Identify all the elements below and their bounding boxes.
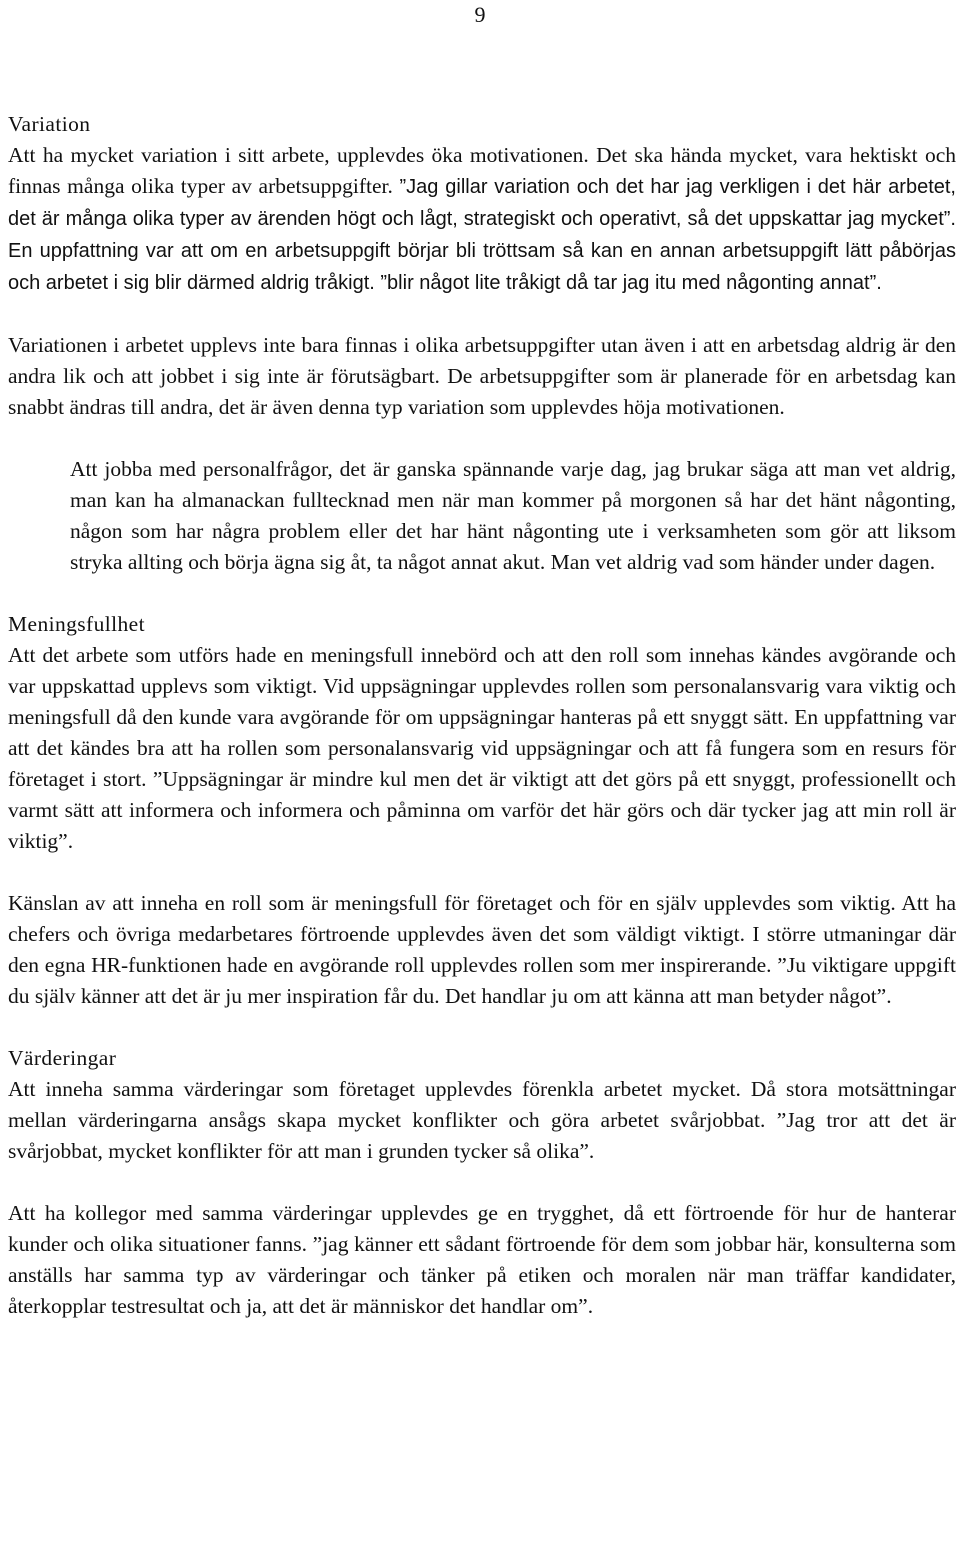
paragraph-meaningfulness-2: Känslan av att inneha en roll som är meningsfull för företaget och för en själv upplevdes som viktig. Att ha chefers och övriga medarbetares förtroende upplevdes även det som väldigt viktigt. I större utmaningar där den egna HR-funktionen hade en avgörande roll upplevdes rollen som mer inspirerande. ”Ju viktigare uppgift du själv känner att det är ju mer inspiration får du. Det handlar ju om att känna att man betyder något”. [8, 891, 956, 1008]
paragraph-variation-1 [8, 140, 956, 299]
paragraph-values-1: Att inneha samma värderingar som företaget upplevdes förenkla arbetet mycket. Då stora motsättningar mellan värderingarna ansågs skapa mycket konflikter och göra arbetet svårjobbat. ”Jag tror att det är svårjobbat, mycket konflikter för att man i grunden tycker så olika”. [8, 1077, 956, 1163]
section-heading-values: Värderingar [8, 1046, 117, 1070]
paragraph-meaningfulness-1: Att det arbete som utförs hade en meningsfull innebörd och att den roll som innehas kändes avgörande och var uppskattad upplevs som viktigt. Vid uppsägningar upplevdes rollen som personalansvarig vara viktig och meningsfull då den kunde vara avgörande för om uppsägningar hanteras på ett snyggt sätt. En uppfattning var att det kändes bra att ha rollen som personalansvarig vid uppsägningar och att få fungera som en resurs för företaget i stort. ”Uppsägningar är mindre kul men det är viktigt att det görs på ett snyggt, professionellt och varmt sätt att informera och informera och påminna om varför det här görs och där tycker jag att min roll är viktig”. [8, 643, 956, 853]
paragraph-values-2: Att ha kollegor med samma värderingar upplevdes ge en trygghet, då ett förtroende för hur de hanterar kunder och olika situationer fanns. ”jag känner ett sådant förtroende för dem som jobbar här, konsulterna som anställs har samma typ av värderingar och tänker på etiken och moralen när man träffar kandidater, återkopplar testresultat och ja, att det är människor det handlar om”. [8, 1201, 956, 1318]
paragraph-variation-1-quote-text: ”Jag gillar variation och det har jag verkligen i det här arbetet, det är många olika typer av ärenden högt och lågt, strategiskt och operativt, så det uppskattar jag mycket”. En uppfattning var att om en arbetsuppgift börjar bli tröttsam så kan en annan arbetsuppgift lätt påbörjas och arbetet i sig blir därmed aldrig tråkigt. ”blir något lite tråkigt då tar jag itu med någonting annat”. [8, 176, 956, 294]
document-body [8, 109, 956, 1322]
block-quote-variation: Att jobba med personalfrågor, det är ganska spännande varje dag, jag brukar säga att man vet aldrig, man kan ha almanackan fulltecknad men när man kommer på morgonen så har det hänt någonting, någon som har några problem eller det har hänt någonting ute i verksamheten som gör att liksom stryka allting och börja ägna sig åt, ta något annat akut. Man vet aldrig vad som händer under dagen. [70, 457, 956, 574]
section-heading-meaningfulness: Meningsfullhet [8, 612, 145, 636]
paragraph-variation-2: Variationen i arbetet upplevs inte bara finnas i olika arbetsuppgifter utan även i att en arbetsdag aldrig är den andra lik och att jobbet i sig inte är förutsägbart. De arbetsuppgifter som är planerade för en arbetsdag kan snabbt ändras till andra, det är även denna typ variation som upplevdes höja motivationen. [8, 333, 956, 419]
paragraph-variation-1-text: Att ha mycket variation i sitt arbete, upplevdes öka motivationen. Det ska hända mycket, vara hektiskt och finnas många olika typer av arbetsuppgifter. [8, 143, 956, 198]
page-number: 9 [474, 2, 486, 27]
section-heading-variation: Variation [8, 112, 91, 136]
